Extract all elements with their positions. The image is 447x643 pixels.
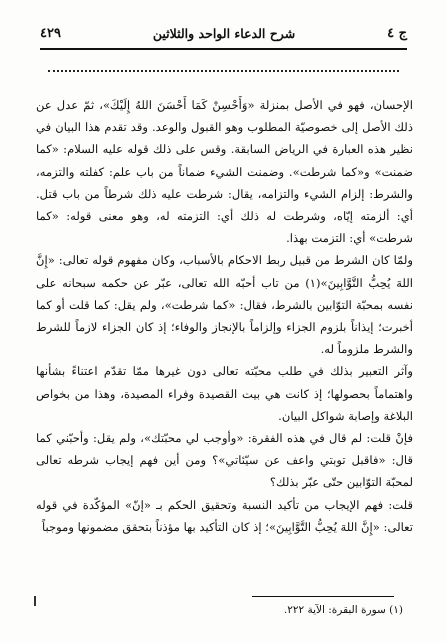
paragraph: فإنْ قلت: لم قال في هذه الفقرة: «وأوجب لي محبّتك»، ولم يقل: وأحبّني كما قال: «فاقبل توبتي واعف عن سيّئاتي»؟ ومن أين فهم إيجاب شرطه تعالى لمحبّة التوّابين حتّى عبّر بذلك؟ — [36, 431, 413, 490]
footnote: (١) سورة البقرة: الآية ٢٢٢. — [283, 604, 403, 616]
footnote-rule — [252, 596, 394, 597]
paragraph: ولمّا كان الشرط من قبيل ربط الاحكام بالأسباب، وكان مفهوم قوله تعالى: «إِنَّ اللهَ يُحِبُّ التَّوَّابِينَ»(١) من تاب أحبّه الله تعالى، عبّر عن حكمه سبحانه على نفسه بمحبّة التوّابين بالشرط، فقال: «كما شرطت»، ولم يقل: كما قلت أو كما أخبرت؛ إيذاناً بلزوم الجزاء وإلزاماً بالإنجاز والوفاء؛ إذ كان الجزاء لازماً للشرط والشرط ملزوماً له. — [36, 253, 414, 357]
dotted-divider — [48, 70, 399, 72]
header-rule — [40, 48, 407, 50]
page-number: ٤٢٩ — [40, 25, 61, 41]
body-text — [36, 94, 413, 538]
page-header — [40, 22, 407, 44]
volume-label: ج ٤ — [387, 25, 407, 41]
paragraph: وآثر التعبير بذلك في طلب محبّته تعالى دون غيرها ممّا تقدّم اعتناءً بشأنها واهتماماً بحصولها؛ إذ كانت هي بيت القصيدة وفراء المصيدة، وهذا من بخواص البلاغة وإصابة شواكل البيان. — [36, 364, 413, 423]
paragraph: الإحسان، فهو في الأصل بمنزلة «وَأَحْسِنْ كَمَا أَحْسَنَ اللهُ إِلَيْكَ»، ثمّ عدل عن ذلك الأصل إلى خصوصيّة المطلوب وهو القبول والوعد. وقد تقدم هذا البيان في نظير هذه العبارة في الرياض السابقة. وقس على ذلك قوله عليه السلام: «كما ضمنت» و«كما شرطت». وضمنت الشيء ضماناً من باب علم: كفلته والتزمه، والشرط: إلزام الشيء والتزامه، يقال: شرطت عليه ذلك شرطاً من باب قتل. أي: ألزمته إيّاه، وشرطت له ذلك أي: التزمته له، وهو معنى قوله: «كما شرطت» أي: التزمت بهذا. — [36, 98, 413, 246]
running-title: شرح الدعاء الواحد والثلاثين — [152, 25, 296, 41]
margin-mark — [34, 596, 36, 606]
paragraph: قلت: فهم الإيجاب من تأكيد النسبة وتحقيق الحكم بـ «إنّ» المؤكّدة في قوله تعالى: «إِنَّ اللهَ يُحِبُّ التَّوَّابِينَ»؛ إذ كان التأكيد بها مؤذناً بتحقق مضمونها وموجباً — [36, 497, 413, 534]
